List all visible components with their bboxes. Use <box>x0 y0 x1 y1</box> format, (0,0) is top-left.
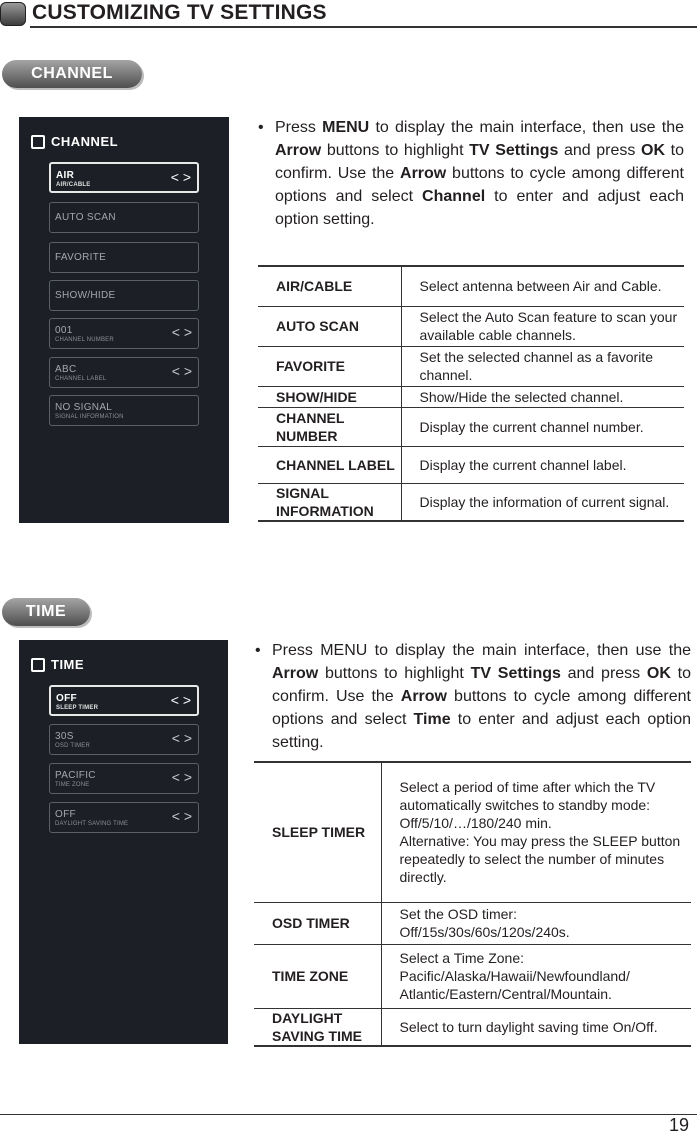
left-right-arrows-icon: < > <box>171 324 192 340</box>
option-description: Display the current channel number. <box>401 407 684 446</box>
instruction-text: Press <box>275 119 323 136</box>
option-description-line: Set the OSD timer: <box>399 906 517 922</box>
instruction-text: to confirm. Use the <box>275 142 684 182</box>
instruction-emphasis: Time <box>413 711 451 728</box>
menu-item-value: PACIFIC <box>55 770 96 781</box>
menu-item-label: CHANNEL LABEL <box>55 376 107 382</box>
option-description-line: Off/15s/30s/60s/120s/240s. <box>399 924 570 940</box>
time-menu-item-sleep-timer <box>49 685 199 716</box>
table-row <box>254 762 691 902</box>
option-description <box>381 944 691 1008</box>
instruction-text: to enter and adjust each option setting. <box>275 188 685 228</box>
table-row <box>258 346 684 386</box>
instruction-emphasis: Arrow <box>400 165 447 182</box>
time-menu-screenshot <box>19 640 228 1044</box>
channel-section-badge: CHANNEL <box>2 60 142 88</box>
bullet: • <box>258 119 264 136</box>
menu-item-value: SHOW/HIDE <box>55 290 116 301</box>
option-description-line: Pacific/Alaska/Hawaii/Newfoundland/ Atlantic/Eastern/Central/Mountain. <box>399 968 630 1002</box>
table-row <box>258 266 684 306</box>
instruction-emphasis: OK <box>646 665 671 682</box>
option-description-line: Select a period of time after which the TV automatically switches to standby mode: Off/5/10/…/180/240 min. <box>399 779 656 832</box>
table-row <box>254 944 691 1008</box>
menu-item-label: DAYLIGHT SAVING TIME <box>55 821 129 827</box>
channel-menu-item-favorite <box>49 242 199 273</box>
page-header <box>0 0 697 30</box>
table-row <box>258 386 684 407</box>
instruction-text: buttons to cycle among different options and select <box>272 688 691 728</box>
instruction-emphasis: Channel <box>422 188 486 205</box>
channel-menu-item-air-cable <box>49 162 199 193</box>
option-name: SIGNAL INFORMATION <box>258 483 401 521</box>
option-name: CHANNEL LABEL <box>258 446 401 483</box>
time-menu-item-osd-timer <box>49 724 199 755</box>
instruction-emphasis: TV Settings <box>469 142 559 159</box>
menu-item-label: CHANNEL NUMBER <box>55 337 114 343</box>
header-tab-icon <box>0 2 26 26</box>
page-title: CUSTOMIZING TV SETTINGS <box>32 1 327 24</box>
table-row <box>258 446 684 483</box>
instruction-emphasis: Arrow <box>272 665 319 682</box>
channel-options-table <box>258 265 684 522</box>
menu-item-label: AIR/CABLE <box>56 182 91 188</box>
instruction-emphasis: OK <box>641 142 666 159</box>
left-right-arrows-icon: < > <box>171 363 192 379</box>
instruction-text: to confirm. Use the <box>272 665 691 705</box>
time-section-badge: TIME <box>2 598 90 626</box>
option-description-line: Select a Time Zone: <box>399 950 525 966</box>
option-description: Set the selected channel as a favorite channel. <box>401 346 684 386</box>
menu-item-value: 001 <box>55 325 73 336</box>
option-description <box>381 902 691 944</box>
option-description: Show/Hide the selected channel. <box>401 386 684 407</box>
option-name: TIME ZONE <box>254 944 381 1008</box>
menu-item-label: TIME ZONE <box>55 782 90 788</box>
instruction-text: to enter and adjust each option setting. <box>272 711 692 751</box>
channel-menu-item-show-hide <box>49 280 199 311</box>
channel-menu-item-channel-label <box>49 357 199 388</box>
channel-menu-item-auto-scan <box>49 202 199 233</box>
channel-menu-title: CHANNEL <box>51 134 119 149</box>
option-description: Select the Auto Scan feature to scan your available cable channels. <box>401 306 684 346</box>
option-name: SLEEP TIMER <box>254 762 381 902</box>
left-right-arrows-icon: < > <box>170 692 191 708</box>
left-right-arrows-icon: < > <box>171 769 192 785</box>
table-row <box>258 483 684 521</box>
menu-item-label: OSD TIMER <box>55 743 91 749</box>
time-menu-item-time-zone <box>49 763 199 794</box>
option-name: AUTO SCAN <box>258 306 401 346</box>
option-name: DAYLIGHT SAVING TIME <box>254 1008 381 1046</box>
menu-item-value: ABC <box>55 364 77 375</box>
instruction-text: and press <box>558 142 642 159</box>
option-name: OSD TIMER <box>254 902 381 944</box>
option-name: AIR/CABLE <box>258 266 401 306</box>
option-name: SHOW/HIDE <box>258 386 401 407</box>
time-menu-title: TIME <box>51 657 85 672</box>
left-right-arrows-icon: < > <box>171 730 192 746</box>
table-row <box>258 407 684 446</box>
channel-menu-screenshot <box>19 117 229 523</box>
channel-menu-item-channel-number <box>49 318 199 349</box>
table-row <box>258 306 684 346</box>
option-description <box>381 762 691 902</box>
instruction-emphasis: MENU <box>322 119 370 136</box>
left-right-arrows-icon: < > <box>171 808 192 824</box>
time-menu-checkbox-icon <box>31 658 45 672</box>
time-menu-item-daylight-saving-time <box>49 802 199 833</box>
instruction-text: buttons to cycle among different options and select <box>275 165 684 205</box>
menu-item-label: SIGNAL INFORMATION <box>55 414 124 420</box>
instruction-text: buttons to highlight <box>321 142 470 159</box>
instruction-text: buttons to highlight <box>318 665 471 682</box>
channel-menu-checkbox-icon <box>31 135 45 149</box>
menu-item-value: 30S <box>55 731 74 742</box>
channel-instructions <box>258 116 685 231</box>
footer-rule <box>0 1114 697 1115</box>
channel-menu-item-signal-information <box>49 395 199 426</box>
option-description: Select antenna between Air and Cable. <box>401 266 684 306</box>
page-number: 19 <box>668 1115 689 1134</box>
menu-item-value: AIR <box>56 170 75 181</box>
menu-item-value: NO SIGNAL <box>55 402 113 413</box>
instruction-text: and press <box>560 665 647 682</box>
instruction-emphasis: Arrow <box>275 142 322 159</box>
menu-item-label: SLEEP TIMER <box>56 705 99 711</box>
bullet: • <box>255 642 261 659</box>
table-row <box>254 1008 691 1046</box>
menu-item-value: FAVORITE <box>55 252 107 263</box>
time-instructions <box>255 639 692 754</box>
option-description: Display the current channel label. <box>401 446 684 483</box>
table-row <box>254 902 691 944</box>
menu-item-value: AUTO SCAN <box>55 212 116 223</box>
menu-item-value: OFF <box>56 693 77 704</box>
instruction-text: to display the main interface, then use the <box>369 119 685 136</box>
instruction-emphasis: TV Settings <box>470 665 561 682</box>
option-description-line: Alternative: You may press the SLEEP button repeatedly to select the number of minutes directly. <box>399 833 681 886</box>
option-name: FAVORITE <box>258 346 401 386</box>
time-options-table <box>254 761 691 1047</box>
option-description: Display the information of current signal. <box>401 483 684 521</box>
option-name: CHANNEL NUMBER <box>258 407 401 446</box>
instruction-emphasis: Arrow <box>400 688 447 705</box>
menu-item-value: OFF <box>55 809 76 820</box>
option-description: Select to turn daylight saving time On/Off. <box>381 1008 691 1046</box>
header-rule <box>30 26 697 28</box>
left-right-arrows-icon: < > <box>170 169 191 185</box>
instruction-text: Press MENU to display the main interface, then use the <box>272 642 691 659</box>
